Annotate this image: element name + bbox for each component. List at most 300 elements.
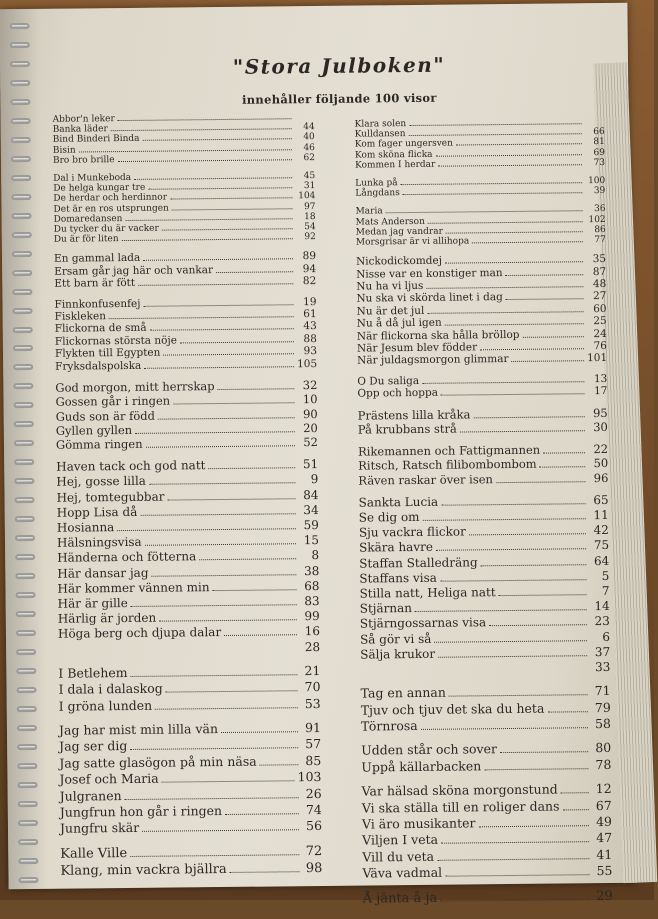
page-number: 25: [587, 315, 607, 328]
leader-dots: [421, 719, 588, 730]
page-number: 95: [588, 406, 608, 420]
leader-dots: [221, 723, 298, 733]
spiral-coil: [12, 270, 32, 276]
page-number: 102: [586, 215, 606, 225]
song-title: Händerna och fötterna: [57, 550, 196, 567]
index-group: [362, 781, 613, 882]
page-number: 73: [585, 158, 605, 168]
page-number: 47: [592, 830, 612, 847]
song-title: Lunka på: [355, 178, 397, 189]
page-number: 100: [585, 176, 605, 186]
index-group: [359, 493, 611, 678]
song-title: De herdar och herdinnor: [53, 193, 167, 204]
page-number: 104: [295, 191, 315, 201]
song-title: Julgranen: [60, 788, 122, 805]
leader-dots: [446, 226, 583, 234]
page-number: 24: [587, 328, 607, 341]
page-number: 17: [587, 385, 607, 398]
page-number: 67: [592, 798, 612, 815]
index-group: [355, 204, 605, 247]
page-number: 49: [592, 814, 612, 831]
leader-dots: [151, 566, 296, 576]
spiral-coil: [18, 858, 38, 864]
spiral-coil: [13, 326, 33, 332]
leader-dots: [172, 203, 293, 211]
page-number: 75: [589, 538, 609, 553]
leader-dots: [212, 582, 296, 591]
spiral-coil: [10, 99, 30, 105]
page-number: 44: [295, 122, 315, 132]
song-title: Jungfru skär: [60, 820, 139, 837]
song-title: Sankta Lucia: [359, 494, 439, 510]
leader-dots: [143, 298, 293, 307]
page-number: 71: [591, 683, 611, 700]
leader-dots: [428, 216, 583, 224]
leader-dots: [437, 850, 589, 860]
page-number: 78: [591, 757, 611, 774]
song-title: Du tycker du är vacker: [54, 224, 159, 235]
page-number: 72: [302, 843, 322, 861]
leader-dots: [415, 602, 587, 612]
leader-dots: [427, 305, 583, 314]
index-group: [355, 117, 606, 171]
index-entry: [54, 275, 316, 290]
song-title: Staffans visa: [359, 570, 437, 586]
song-title: O Du saliga: [357, 375, 419, 388]
page-number: 59: [299, 518, 319, 533]
song-title: Här är gille: [58, 596, 128, 612]
song-title: Jag ser dig: [59, 738, 127, 755]
page-number: 83: [300, 594, 320, 609]
leader-dots: [173, 395, 294, 404]
song-title: När juldagsmorgon glimmar: [357, 353, 508, 367]
spiral-coil: [15, 535, 35, 541]
spiral-coil: [15, 516, 35, 522]
song-title: Kommen I herdar: [355, 160, 435, 171]
page-number: 12: [592, 781, 612, 798]
right-column: [355, 109, 613, 916]
page-number: 79: [591, 700, 611, 717]
page-number: 8: [299, 548, 319, 563]
page-number: 9: [298, 472, 318, 487]
song-title: Hälsningsvisa: [57, 535, 142, 551]
page-number: 42: [589, 523, 609, 538]
leader-dots: [506, 292, 584, 300]
leader-dots: [522, 330, 583, 338]
leader-dots: [547, 703, 587, 712]
page-number: 103: [298, 769, 322, 786]
song-title: Nu å då jul igen: [357, 317, 442, 330]
spiral-coil: [17, 744, 37, 750]
page-number: 68: [299, 579, 319, 594]
leader-dots: [499, 587, 587, 596]
page-number: 32: [297, 378, 317, 392]
index-entry: [53, 153, 315, 166]
page-number: 30: [588, 420, 608, 434]
song-title: Nu ha vi ljus: [356, 280, 423, 293]
leader-dots: [135, 424, 295, 434]
page-number: 43: [297, 320, 317, 333]
spiral-coil: [14, 478, 34, 484]
spiral-coil: [18, 782, 38, 788]
song-title: Bisin: [53, 145, 76, 155]
song-title: Vi ska ställa till en roliger dans: [362, 798, 560, 816]
index-entry: [55, 358, 317, 373]
spiral-coil: [17, 725, 37, 731]
spiral-coil: [14, 402, 34, 408]
page-number: 99: [300, 609, 320, 624]
page-number: 64: [589, 553, 609, 568]
spiral-coil: [13, 364, 33, 370]
song-title: Hej, tomtegubbar: [56, 489, 164, 505]
page-number: 16: [300, 624, 320, 639]
leader-dots: [131, 597, 297, 607]
page-number: 94: [296, 263, 316, 276]
page-number: 14: [590, 599, 610, 614]
page-number: 91: [301, 720, 321, 737]
song-title: Gyllen gyllen: [56, 423, 132, 438]
spacer: [58, 651, 300, 654]
page-number: 27: [586, 290, 606, 303]
song-title: Hopp Lisa då: [57, 505, 138, 521]
song-title: Långdans: [355, 188, 400, 199]
leader-dots: [436, 541, 586, 551]
leader-dots: [403, 187, 583, 195]
page-number: 19: [296, 296, 316, 309]
page-number: 39: [585, 186, 605, 196]
song-title: Kulldansen: [355, 129, 406, 140]
page-number: 53: [301, 696, 321, 713]
page-number: 29: [593, 888, 613, 906]
spiral-coil: [16, 611, 36, 617]
leader-dots: [145, 536, 296, 546]
index-group: [361, 683, 612, 735]
song-title: I dala i dalaskog: [58, 681, 162, 698]
leader-dots: [434, 632, 587, 642]
leader-dots: [130, 740, 298, 751]
leader-dots: [159, 612, 297, 622]
song-title: Var hälsad sköna morgonstund: [362, 782, 558, 800]
leader-dots: [125, 213, 292, 221]
spiral-coil: [11, 137, 31, 143]
song-title: Skära havre: [359, 540, 433, 556]
spiral-coil: [15, 573, 35, 579]
song-title: Klang, min vackra bjällra: [60, 861, 226, 880]
leader-dots: [140, 506, 295, 516]
leader-dots: [426, 280, 583, 289]
leader-dots: [484, 760, 588, 770]
leader-dots: [511, 354, 584, 362]
leader-dots: [260, 756, 299, 765]
leader-dots: [142, 822, 299, 832]
page-number: 97: [295, 202, 315, 212]
leader-dots: [445, 317, 584, 326]
page-number: 13: [587, 373, 607, 386]
spiral-coil: [12, 251, 32, 257]
page-number: 15: [299, 533, 319, 548]
leader-dots: [422, 511, 585, 521]
leader-dots: [506, 268, 584, 276]
song-title: Dal i Munkeboda: [53, 173, 131, 184]
song-title: Stilla natt, Heliga natt: [359, 585, 495, 602]
leader-dots: [422, 375, 584, 384]
index-group: [58, 663, 321, 715]
spiral-coil: [11, 175, 31, 181]
spiral-coil: [18, 820, 38, 826]
page-number: 26: [302, 786, 322, 803]
leader-dots: [131, 666, 298, 676]
spiral-coil: [13, 308, 33, 314]
spiral-coil: [14, 459, 34, 465]
leader-dots: [456, 138, 582, 146]
song-title: När flickorna ska hålla bröllop: [357, 329, 520, 343]
page-number: 85: [301, 753, 321, 770]
song-title: Rikemannen och Fattigmannen: [358, 443, 540, 459]
index-entry: [355, 158, 605, 171]
leader-dots: [118, 154, 292, 162]
spiral-coil: [18, 839, 38, 845]
page-subtitle: innehåller följande 100 visor: [74, 89, 604, 109]
leader-dots: [180, 335, 294, 344]
page-number: 7: [589, 584, 609, 599]
spiral-coil: [17, 706, 37, 712]
leader-dots: [122, 233, 293, 241]
song-title: Staffan Stalledräng: [359, 555, 478, 571]
leader-dots: [409, 118, 582, 126]
leader-dots: [440, 891, 590, 902]
leader-dots: [109, 310, 294, 319]
song-title: Udden står och sover: [361, 742, 497, 760]
spiral-coil: [14, 421, 34, 427]
leader-dots: [208, 460, 295, 469]
page-number: 41: [592, 847, 612, 864]
spiral-coil: [11, 194, 31, 200]
leader-dots: [469, 526, 586, 536]
page-title: "Stora Julboken": [74, 51, 604, 81]
leader-dots: [167, 490, 295, 500]
song-title: Bind Binderi Binda: [53, 134, 140, 145]
page-number: 66: [585, 127, 605, 137]
spiral-coil: [18, 877, 38, 883]
page-number: 87: [586, 266, 606, 279]
spiral-coil: [12, 232, 32, 238]
leader-dots: [162, 773, 295, 783]
index-entry: [358, 470, 608, 487]
page-number: 51: [298, 457, 318, 472]
page-number: 89: [296, 250, 316, 263]
index-entry: [363, 888, 613, 908]
song-title: Domaredansen: [54, 214, 123, 225]
song-title: Nickodickomdej: [356, 255, 442, 268]
song-title: Höga berg och djupa dalar: [58, 625, 221, 642]
spiral-coil: [17, 687, 37, 693]
spiral-coil: [10, 42, 30, 48]
leader-dots: [435, 149, 581, 157]
left-column: [53, 112, 323, 919]
spiral-coil: [16, 630, 36, 636]
leader-dots: [438, 648, 587, 658]
index-entry: [56, 435, 318, 452]
leader-dots: [225, 805, 299, 815]
song-title: Jungfrun hon går i ringen: [60, 803, 222, 821]
spiral-coil: [13, 383, 33, 389]
index-group: [363, 888, 613, 908]
page-number: 48: [586, 278, 606, 291]
song-title: Maria: [355, 207, 382, 217]
song-title: Josef och Maria: [59, 771, 158, 788]
leader-dots: [170, 192, 292, 200]
song-title: Opp och hoppa: [357, 387, 438, 400]
leader-dots: [150, 322, 294, 331]
index-entry: [60, 860, 322, 880]
leader-dots: [500, 744, 588, 754]
page-number: 56: [302, 818, 322, 835]
page-number: 65: [589, 493, 609, 508]
index-entry: [361, 757, 611, 776]
index-group: [357, 373, 607, 400]
leader-dots: [481, 556, 587, 565]
leader-dots: [162, 223, 293, 231]
page-number: 92: [296, 232, 316, 242]
leader-dots: [155, 699, 298, 709]
page-number: 18: [296, 212, 316, 222]
leader-dots: [111, 123, 292, 131]
song-title: Vill du veta: [362, 849, 434, 866]
index-entry: [60, 818, 322, 837]
index-entry: [362, 863, 612, 882]
song-title: Flykten till Egypten: [55, 347, 160, 361]
page-number: 50: [588, 456, 608, 470]
spiral-coil: [10, 23, 30, 29]
leader-dots: [441, 834, 589, 844]
song-title: När Jesum blev födder: [357, 341, 477, 355]
page-number: 54: [296, 222, 316, 232]
leader-dots: [473, 409, 584, 418]
song-title: Det är en ros utsprungen: [53, 203, 168, 214]
song-title: Stjärngossarnas visa: [360, 616, 486, 633]
leader-dots: [386, 205, 583, 213]
index-entry: [356, 235, 606, 248]
page-number: 11: [589, 508, 609, 523]
leader-dots: [163, 347, 294, 356]
song-title: Kom sköna flicka: [355, 149, 433, 160]
song-title: Prästens lilla kråka: [358, 407, 471, 422]
leader-dots: [125, 789, 299, 800]
leader-dots: [401, 177, 583, 185]
song-title: Nu är det jul: [357, 305, 425, 318]
song-title: Räven raskar över isen: [358, 472, 493, 488]
spiral-coil: [14, 440, 34, 446]
spiral-coil: [10, 61, 30, 67]
song-title: Ett barn är fött: [54, 277, 135, 290]
index-group: [55, 378, 318, 452]
page-number: 77: [586, 235, 606, 245]
index-group: [53, 112, 316, 166]
leader-dots: [79, 144, 292, 153]
song-title: Fryksdalspolska: [55, 360, 141, 373]
book-page: [0, 3, 637, 890]
page-number: 98: [302, 860, 322, 878]
leader-dots: [143, 252, 293, 261]
page-number: 38: [299, 564, 319, 579]
page-number: 45: [295, 171, 315, 181]
leader-dots: [543, 445, 585, 453]
page-number: 20: [298, 421, 318, 435]
index-group: [54, 250, 316, 290]
leader-dots: [130, 846, 299, 857]
song-title: Å jänta å ja: [363, 889, 438, 907]
song-title: Tjuv och tjuv det ska du heta: [361, 700, 545, 718]
song-title: Fiskleken: [55, 310, 106, 323]
page-number: 62: [295, 153, 315, 163]
song-title: Guds son är född: [56, 408, 155, 423]
index-group: [361, 740, 611, 775]
leader-dots: [146, 438, 295, 448]
index-group: [54, 296, 317, 373]
leader-dots: [138, 277, 293, 286]
leader-dots: [117, 521, 296, 531]
index-entry: [355, 186, 605, 199]
leader-dots: [118, 113, 292, 121]
song-title: Morsgrisar är vi allihopa: [356, 236, 469, 247]
spiral-coil: [16, 668, 36, 674]
page-number: 101: [587, 352, 607, 365]
page-number: 84: [298, 488, 318, 503]
leader-dots: [449, 687, 588, 697]
index-entry: [361, 716, 611, 735]
song-title: Finnkonfusenfej: [54, 298, 140, 311]
song-title: Flickorna de små: [55, 322, 147, 335]
song-title: Kom fager ungersven: [355, 139, 453, 150]
index-entry: [358, 420, 608, 437]
song-title: Mats Anderson: [356, 216, 425, 227]
page-number: 31: [295, 181, 315, 191]
song-title: Törnrosa: [361, 718, 418, 735]
spiral-coil: [15, 497, 35, 503]
song-title: Gömma ringen: [56, 437, 143, 452]
song-title: Härlig är jorden: [58, 611, 157, 627]
leader-dots: [445, 255, 583, 264]
index-entry: [357, 385, 607, 400]
leader-dots: [441, 496, 586, 506]
leader-dots: [166, 683, 298, 693]
page-number: 33: [590, 660, 610, 675]
song-title: Här kommer vännen min: [57, 580, 209, 597]
song-title: Så gör vi så: [360, 631, 432, 647]
song-title: I Betlehem: [58, 665, 127, 682]
song-title: Bro bro brille: [53, 155, 115, 166]
leader-dots: [489, 617, 587, 626]
page-number: 88: [297, 333, 317, 346]
spiral-coil: [15, 554, 35, 560]
page-number: 40: [295, 132, 315, 142]
index-group: [60, 843, 322, 881]
song-title: Haven tack och god natt: [56, 458, 205, 475]
leader-dots: [218, 381, 295, 390]
song-title: Abbor'n leker: [53, 114, 115, 125]
song-title: En gammal lada: [54, 252, 140, 265]
song-title: Du är för liten: [54, 234, 119, 245]
song-title: Kalle Ville: [60, 845, 127, 863]
spacer: [360, 671, 590, 673]
leader-dots: [142, 133, 291, 141]
page-number: 35: [586, 253, 606, 266]
leader-dots: [478, 817, 589, 827]
spiral-coil: [17, 763, 37, 769]
page-number: 86: [586, 225, 606, 235]
song-title: God morgon, mitt herrskap: [55, 379, 214, 395]
leader-dots: [144, 360, 294, 369]
